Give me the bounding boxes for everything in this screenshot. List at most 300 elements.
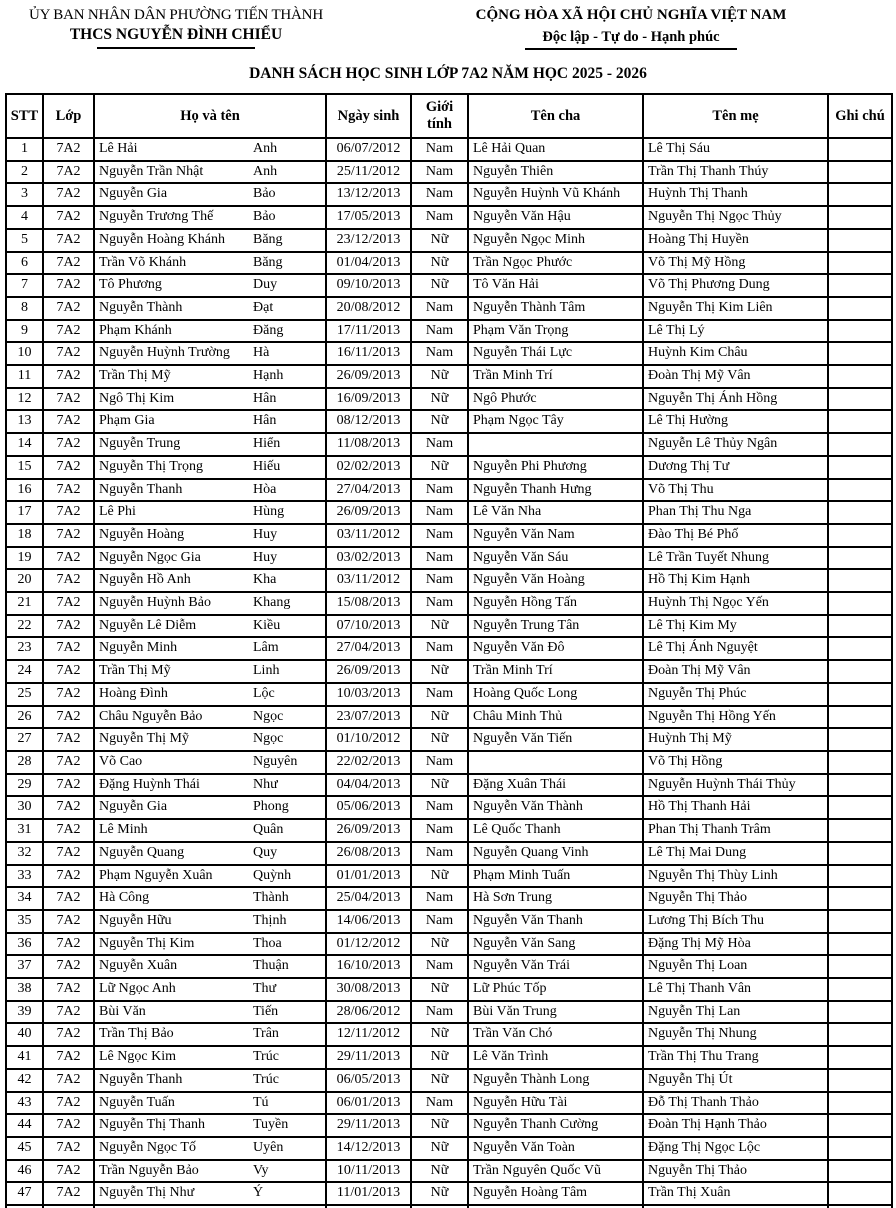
cell-ngay-sinh: 27/04/2013 (326, 637, 411, 660)
family-middle-name: Nguyễn Thành (99, 299, 183, 315)
cell-ngay-sinh: 03/11/2012 (326, 524, 411, 547)
cell-ho-va-ten (94, 910, 326, 933)
cell-ngay-sinh: 26/09/2013 (326, 819, 411, 842)
family-middle-name: Nguyễn Huỳnh Bảo (99, 595, 211, 611)
given-name: Uyên (253, 1139, 284, 1155)
cell-lop: 7A2 (43, 751, 94, 774)
cell-stt: 41 (6, 1046, 43, 1069)
cell-gioi-tinh: Nam (411, 1001, 468, 1024)
col-header-stt: STT (6, 94, 43, 138)
cell-ho-va-ten (94, 978, 326, 1001)
col-header-gioi-tinh: Giới tính (411, 94, 468, 138)
cell-gioi-tinh: Nam (411, 751, 468, 774)
cell-ten-me: Đoàn Thị Mỹ Vân (643, 365, 828, 388)
full-name (95, 797, 325, 818)
full-name (95, 661, 325, 682)
cell-gioi-tinh: Nam (411, 796, 468, 819)
table-row (6, 683, 892, 706)
cell-ngay-sinh: 10/11/2013 (326, 1160, 411, 1183)
family-middle-name: Nguyễn Ngọc Tố (99, 1139, 196, 1155)
full-name (95, 1093, 325, 1114)
cell-ho-va-ten (94, 637, 326, 660)
given-name: Trúc (253, 1071, 279, 1087)
cell-lop: 7A2 (43, 252, 94, 275)
cell-ten-cha: Nguyễn Huỳnh Vũ Khánh (468, 183, 643, 206)
given-name: Hòa (253, 481, 277, 497)
cell-ten-me: Nguyễn Thị Thảo (643, 887, 828, 910)
cell-lop: 7A2 (43, 842, 94, 865)
cell-ho-va-ten (94, 206, 326, 229)
cell-ho-va-ten (94, 274, 326, 297)
family-middle-name: Trần Thị Mỹ (99, 663, 171, 679)
table-row (6, 933, 892, 956)
cell-ho-va-ten (94, 342, 326, 365)
cell-stt: 35 (6, 910, 43, 933)
cell-gioi-tinh: Nữ (411, 365, 468, 388)
table-row (6, 865, 892, 888)
given-name: Thịnh (253, 912, 287, 928)
given-name: Tuyền (253, 1117, 289, 1133)
cell-gioi-tinh: Nữ (411, 706, 468, 729)
cell-ghi-chu (828, 865, 892, 888)
cell-gioi-tinh: Nữ (411, 410, 468, 433)
cell-gioi-tinh: Nữ (411, 1137, 468, 1160)
family-middle-name: Lê Ngọc Kim (99, 1049, 176, 1065)
cell-stt: 28 (6, 751, 43, 774)
cell-ten-me: Phan Thị Thu Nga (643, 501, 828, 524)
cell-ghi-chu (828, 751, 892, 774)
table-row (6, 796, 892, 819)
cell-ho-va-ten (94, 592, 326, 615)
cell-ten-cha: Hà Sơn Trung (468, 887, 643, 910)
cell-ho-va-ten (94, 320, 326, 343)
full-name (95, 888, 325, 909)
given-name: Như (253, 776, 278, 792)
document-header (0, 0, 896, 50)
full-name (95, 457, 325, 478)
given-name: Đạt (253, 299, 274, 315)
cell-ten-me: Huỳnh Thị Ngọc Yến (643, 592, 828, 615)
col-header-lop: Lớp (43, 94, 94, 138)
cell-lop: 7A2 (43, 796, 94, 819)
cell-stt: 14 (6, 433, 43, 456)
cell-gioi-tinh: Nam (411, 592, 468, 615)
cell-lop: 7A2 (43, 501, 94, 524)
full-name (95, 684, 325, 705)
given-name: Kiều (253, 617, 281, 633)
cell-ten-cha: Lữ Phúc Tốp (468, 978, 643, 1001)
table-row (6, 1023, 892, 1046)
cell-ghi-chu (828, 479, 892, 502)
cell-ngay-sinh: 14/06/2013 (326, 910, 411, 933)
cell-ten-me: Nguyễn Thị Hồng Yến (643, 706, 828, 729)
full-name (95, 389, 325, 410)
cell-ten-cha: Nguyễn Thanh Hưng (468, 479, 643, 502)
cell-lop: 7A2 (43, 229, 94, 252)
family-middle-name: Trần Thị Mỹ (99, 368, 171, 384)
table-row (6, 819, 892, 842)
national-title: CỘNG HÒA XÃ HỘI CHỦ NGHĨA VIỆT NAM (475, 7, 787, 23)
cell-ghi-chu (828, 978, 892, 1001)
given-name: Thuận (253, 958, 289, 974)
full-name (95, 729, 325, 750)
cell-ten-me: Nguyễn Thị Út (643, 1069, 828, 1092)
cell-ngay-sinh: 16/10/2013 (326, 955, 411, 978)
cell-ho-va-ten (94, 1023, 326, 1046)
cell-ghi-chu (828, 1001, 892, 1024)
cell-ten-cha: Trần Nguyên Quốc Vũ (468, 1160, 643, 1183)
cell-ten-me: Nguyễn Lê Thủy Ngân (643, 433, 828, 456)
cell-stt: 32 (6, 842, 43, 865)
cell-ten-cha: Nguyễn Hồng Tấn (468, 592, 643, 615)
cell-lop: 7A2 (43, 1001, 94, 1024)
cell-lop: 7A2 (43, 433, 94, 456)
full-name (95, 162, 325, 183)
cell-ten-cha: Nguyễn Văn Nam (468, 524, 643, 547)
cell-ten-cha: Trần Minh Trí (468, 660, 643, 683)
cell-ho-va-ten (94, 456, 326, 479)
cell-stt: 36 (6, 933, 43, 956)
cell-ho-va-ten (94, 433, 326, 456)
cell-ghi-chu (828, 1046, 892, 1069)
cell-gioi-tinh: Nam (411, 1092, 468, 1115)
cell-ten-cha: Ngô Phước (468, 388, 643, 411)
cell-ghi-chu (828, 842, 892, 865)
cell-ngay-sinh: 01/12/2012 (326, 933, 411, 956)
cell-ghi-chu (828, 774, 892, 797)
cell-lop: 7A2 (43, 819, 94, 842)
given-name: Đăng (253, 322, 284, 338)
cell-ho-va-ten (94, 161, 326, 184)
cell-ten-me: Trần Thị Thanh Thúy (643, 161, 828, 184)
table-row (6, 252, 892, 275)
cell-ngay-sinh: 05/06/2013 (326, 796, 411, 819)
family-middle-name: Châu Nguyễn Bảo (99, 708, 203, 724)
cell-stt: 44 (6, 1114, 43, 1137)
cell-gioi-tinh: Nam (411, 955, 468, 978)
full-name (95, 593, 325, 614)
table-row (6, 320, 892, 343)
cell-lop: 7A2 (43, 728, 94, 751)
cell-stt: 43 (6, 1092, 43, 1115)
cell-ngay-sinh: 06/05/2013 (326, 1069, 411, 1092)
cell-lop: 7A2 (43, 547, 94, 570)
given-name: Kha (253, 572, 277, 588)
cell-ten-me: Đào Thị Bé Phố (643, 524, 828, 547)
full-name (95, 548, 325, 569)
cell-ghi-chu (828, 1114, 892, 1137)
cell-gioi-tinh: Nữ (411, 933, 468, 956)
cell-ten-cha: Phạm Văn Trọng (468, 320, 643, 343)
given-name: Tiến (253, 1003, 279, 1019)
table-row (6, 274, 892, 297)
student-table-body (6, 138, 892, 1208)
cell-ten-me: Lương Thị Bích Thu (643, 910, 828, 933)
cell-ten-me: Trần Thị Xuân (643, 1182, 828, 1205)
col-header-ten-me: Tên mẹ (643, 94, 828, 138)
cell-ngay-sinh: 07/10/2013 (326, 615, 411, 638)
full-name (95, 139, 325, 160)
given-name: Ý (253, 1185, 264, 1201)
header-row (6, 94, 892, 138)
school-name: THCS NGUYỄN ĐÌNH CHIỂU (69, 26, 283, 43)
family-middle-name: Nguyễn Ngọc Gia (99, 549, 201, 565)
full-name (95, 343, 325, 364)
cell-ten-cha: Phạm Minh Tuấn (468, 865, 643, 888)
cell-ten-cha: Tô Văn Hải (468, 274, 643, 297)
cell-ten-me: Lê Thị Ánh Nguyệt (643, 637, 828, 660)
family-middle-name: Nguyễn Hoàng Khánh (99, 231, 225, 247)
cell-ho-va-ten (94, 138, 326, 161)
full-name (95, 911, 325, 932)
cell-stt: 42 (6, 1069, 43, 1092)
cell-lop: 7A2 (43, 592, 94, 615)
cell-ten-cha: Hoàng Quốc Long (468, 683, 643, 706)
table-row (6, 1046, 892, 1069)
table-row (6, 297, 892, 320)
family-middle-name: Nguyễn Lê Diễm (99, 617, 197, 633)
cell-ten-me: Lê Thị Mai Dung (643, 842, 828, 865)
table-row (6, 728, 892, 751)
given-name: Thoa (253, 935, 282, 951)
cell-ghi-chu (828, 569, 892, 592)
cell-ten-me: Huỳnh Kim Châu (643, 342, 828, 365)
cell-ghi-chu (828, 410, 892, 433)
cell-lop: 7A2 (43, 479, 94, 502)
cell-ten-cha: Nguyễn Thành Long (468, 1069, 643, 1092)
full-name (95, 434, 325, 455)
cell-ten-me: Trần Thị Thu Trang (643, 1046, 828, 1069)
cell-lop: 7A2 (43, 138, 94, 161)
cell-ngay-sinh: 17/05/2013 (326, 206, 411, 229)
cell-ngay-sinh: 12/11/2012 (326, 1023, 411, 1046)
cell-stt: 37 (6, 955, 43, 978)
cell-gioi-tinh: Nam (411, 524, 468, 547)
cell-lop: 7A2 (43, 569, 94, 592)
cell-ghi-chu (828, 229, 892, 252)
cell-gioi-tinh: Nam (411, 183, 468, 206)
full-name (95, 1183, 325, 1204)
table-row (6, 1182, 892, 1205)
cell-ngay-sinh: 27/04/2013 (326, 479, 411, 502)
cell-ten-cha: Nguyễn Văn Trái (468, 955, 643, 978)
cell-ho-va-ten (94, 183, 326, 206)
table-row (6, 660, 892, 683)
cell-ho-va-ten (94, 933, 326, 956)
cell-ngay-sinh: 26/09/2013 (326, 365, 411, 388)
full-name (95, 638, 325, 659)
given-name: Hân (253, 413, 277, 429)
family-middle-name: Nguyễn Gia (99, 186, 168, 202)
table-row (6, 365, 892, 388)
cell-lop: 7A2 (43, 910, 94, 933)
page-title: DANH SÁCH HỌC SINH LỚP 7A2 NĂM HỌC 2025 - 2026 (249, 65, 647, 82)
table-row (6, 1069, 892, 1092)
cell-lop: 7A2 (43, 1069, 94, 1092)
cell-ten-me: Huỳnh Thị Mỹ (643, 728, 828, 751)
family-middle-name: Nguyễn Minh (99, 640, 178, 656)
cell-ngay-sinh: 16/09/2013 (326, 388, 411, 411)
given-name: Hà (253, 345, 270, 361)
cell-ho-va-ten (94, 388, 326, 411)
cell-lop: 7A2 (43, 274, 94, 297)
cell-ghi-chu (828, 547, 892, 570)
table-row (6, 138, 892, 161)
cell-gioi-tinh: Nam (411, 842, 468, 865)
cell-ghi-chu (828, 388, 892, 411)
cell-gioi-tinh: Nam (411, 433, 468, 456)
full-name (95, 525, 325, 546)
cell-gioi-tinh: Nữ (411, 388, 468, 411)
cell-ho-va-ten (94, 1001, 326, 1024)
cell-ten-me: Đỗ Thị Thanh Thảo (643, 1092, 828, 1115)
cell-lop: 7A2 (43, 683, 94, 706)
cell-ten-me: Võ Thị Thu (643, 479, 828, 502)
cell-gioi-tinh: Nam (411, 819, 468, 842)
full-name (95, 411, 325, 432)
cell-ngay-sinh: 23/12/2013 (326, 229, 411, 252)
cell-ho-va-ten (94, 683, 326, 706)
cell-stt: 23 (6, 637, 43, 660)
cell-ghi-chu (828, 342, 892, 365)
cell-ghi-chu (828, 252, 892, 275)
cell-ten-me: Dương Thị Tư (643, 456, 828, 479)
cell-lop: 7A2 (43, 660, 94, 683)
cell-gioi-tinh: Nam (411, 637, 468, 660)
cell-ho-va-ten (94, 887, 326, 910)
cell-stt: 1 (6, 138, 43, 161)
cell-ghi-chu (828, 297, 892, 320)
cell-ngay-sinh: 06/07/2012 (326, 138, 411, 161)
full-name (95, 1161, 325, 1182)
full-name (95, 1002, 325, 1023)
cell-ghi-chu (828, 955, 892, 978)
cell-gioi-tinh: Nam (411, 479, 468, 502)
table-row (6, 978, 892, 1001)
cell-ten-cha (468, 751, 643, 774)
cell-stt: 5 (6, 229, 43, 252)
table-row (6, 1137, 892, 1160)
cell-ten-me: Lê Thị Sáu (643, 138, 828, 161)
cell-ten-cha: Trần Ngọc Phước (468, 252, 643, 275)
cell-ghi-chu (828, 138, 892, 161)
family-middle-name: Tô Phương (99, 277, 162, 293)
full-name (95, 321, 325, 342)
school-name-underline (97, 47, 255, 49)
given-name: Trúc (253, 1049, 279, 1065)
cell-gioi-tinh: Nữ (411, 1069, 468, 1092)
full-name (95, 253, 325, 274)
cell-stt: 11 (6, 365, 43, 388)
cell-ngay-sinh: 29/11/2013 (326, 1114, 411, 1137)
given-name: Phong (253, 799, 289, 815)
cell-lop: 7A2 (43, 161, 94, 184)
cell-lop: 7A2 (43, 297, 94, 320)
cell-ten-me: Đặng Thị Mỹ Hòa (643, 933, 828, 956)
col-header-ho-va-ten: Họ và tên (94, 94, 326, 138)
given-name: Ngọc (253, 708, 284, 724)
cell-ghi-chu (828, 660, 892, 683)
cell-ten-me: Đặng Thị Ngọc Lộc (643, 1137, 828, 1160)
table-row (6, 842, 892, 865)
cell-ten-me: Đoàn Thị Hạnh Thảo (643, 1114, 828, 1137)
cell-ten-me: Huỳnh Thị Thanh (643, 183, 828, 206)
cell-stt: 8 (6, 297, 43, 320)
cell-ho-va-ten (94, 1160, 326, 1183)
table-row (6, 229, 892, 252)
given-name: Băng (253, 254, 283, 270)
cell-ho-va-ten (94, 842, 326, 865)
cell-ghi-chu (828, 706, 892, 729)
family-middle-name: Nguyễn Trần Nhật (99, 163, 204, 179)
table-row (6, 524, 892, 547)
cell-ngay-sinh: 23/07/2013 (326, 706, 411, 729)
cell-gioi-tinh: Nam (411, 910, 468, 933)
cell-ho-va-ten (94, 660, 326, 683)
cell-gioi-tinh: Nữ (411, 274, 468, 297)
cell-ho-va-ten (94, 955, 326, 978)
cell-ten-me: Võ Thị Mỹ Hồng (643, 252, 828, 275)
full-name (95, 230, 325, 251)
cell-ghi-chu (828, 183, 892, 206)
cell-ghi-chu (828, 456, 892, 479)
cell-ten-cha: Nguyễn Hữu Tài (468, 1092, 643, 1115)
given-name: Thư (253, 981, 277, 997)
cell-ghi-chu (828, 887, 892, 910)
given-name: Khang (253, 595, 291, 611)
family-middle-name: Nguyễn Gia (99, 799, 168, 815)
family-middle-name: Trần Nguyễn Bảo (99, 1162, 199, 1178)
cell-ngay-sinh: 13/12/2013 (326, 183, 411, 206)
cell-ten-me: Lê Thị Lý (643, 320, 828, 343)
cell-ten-cha: Lê Văn Nha (468, 501, 643, 524)
full-name (95, 616, 325, 637)
full-name (95, 707, 325, 728)
cell-ho-va-ten (94, 1069, 326, 1092)
cell-ghi-chu (828, 796, 892, 819)
given-name: Băng (253, 231, 283, 247)
cell-ten-me: Lê Thị Hường (643, 410, 828, 433)
cell-ho-va-ten (94, 1092, 326, 1115)
cell-gioi-tinh: Nữ (411, 1046, 468, 1069)
cell-ghi-chu (828, 1069, 892, 1092)
cell-stt: 47 (6, 1182, 43, 1205)
family-middle-name: Phạm Khánh (99, 322, 172, 338)
cell-gioi-tinh: Nữ (411, 615, 468, 638)
national-motto-underline (525, 48, 737, 50)
cell-ngay-sinh: 16/11/2013 (326, 342, 411, 365)
cell-ho-va-ten (94, 796, 326, 819)
cell-ngay-sinh: 04/04/2013 (326, 774, 411, 797)
given-name: Duy (253, 277, 278, 293)
cell-stt: 40 (6, 1023, 43, 1046)
family-middle-name: Nguyễn Trung (99, 436, 181, 452)
cell-ten-cha: Bùi Văn Trung (468, 1001, 643, 1024)
cell-gioi-tinh: Nữ (411, 1023, 468, 1046)
cell-ten-cha: Đặng Xuân Thái (468, 774, 643, 797)
cell-ghi-chu (828, 728, 892, 751)
cell-gioi-tinh: Nam (411, 206, 468, 229)
cell-lop: 7A2 (43, 865, 94, 888)
cell-ten-cha: Nguyễn Văn Thành (468, 796, 643, 819)
given-name: Hùng (253, 504, 285, 520)
cell-stt: 27 (6, 728, 43, 751)
cell-stt: 39 (6, 1001, 43, 1024)
given-name: Hạnh (253, 368, 284, 384)
cell-ghi-chu (828, 320, 892, 343)
given-name: Anh (253, 141, 278, 156)
cell-ten-me: Nguyễn Thị Thảo (643, 1160, 828, 1183)
